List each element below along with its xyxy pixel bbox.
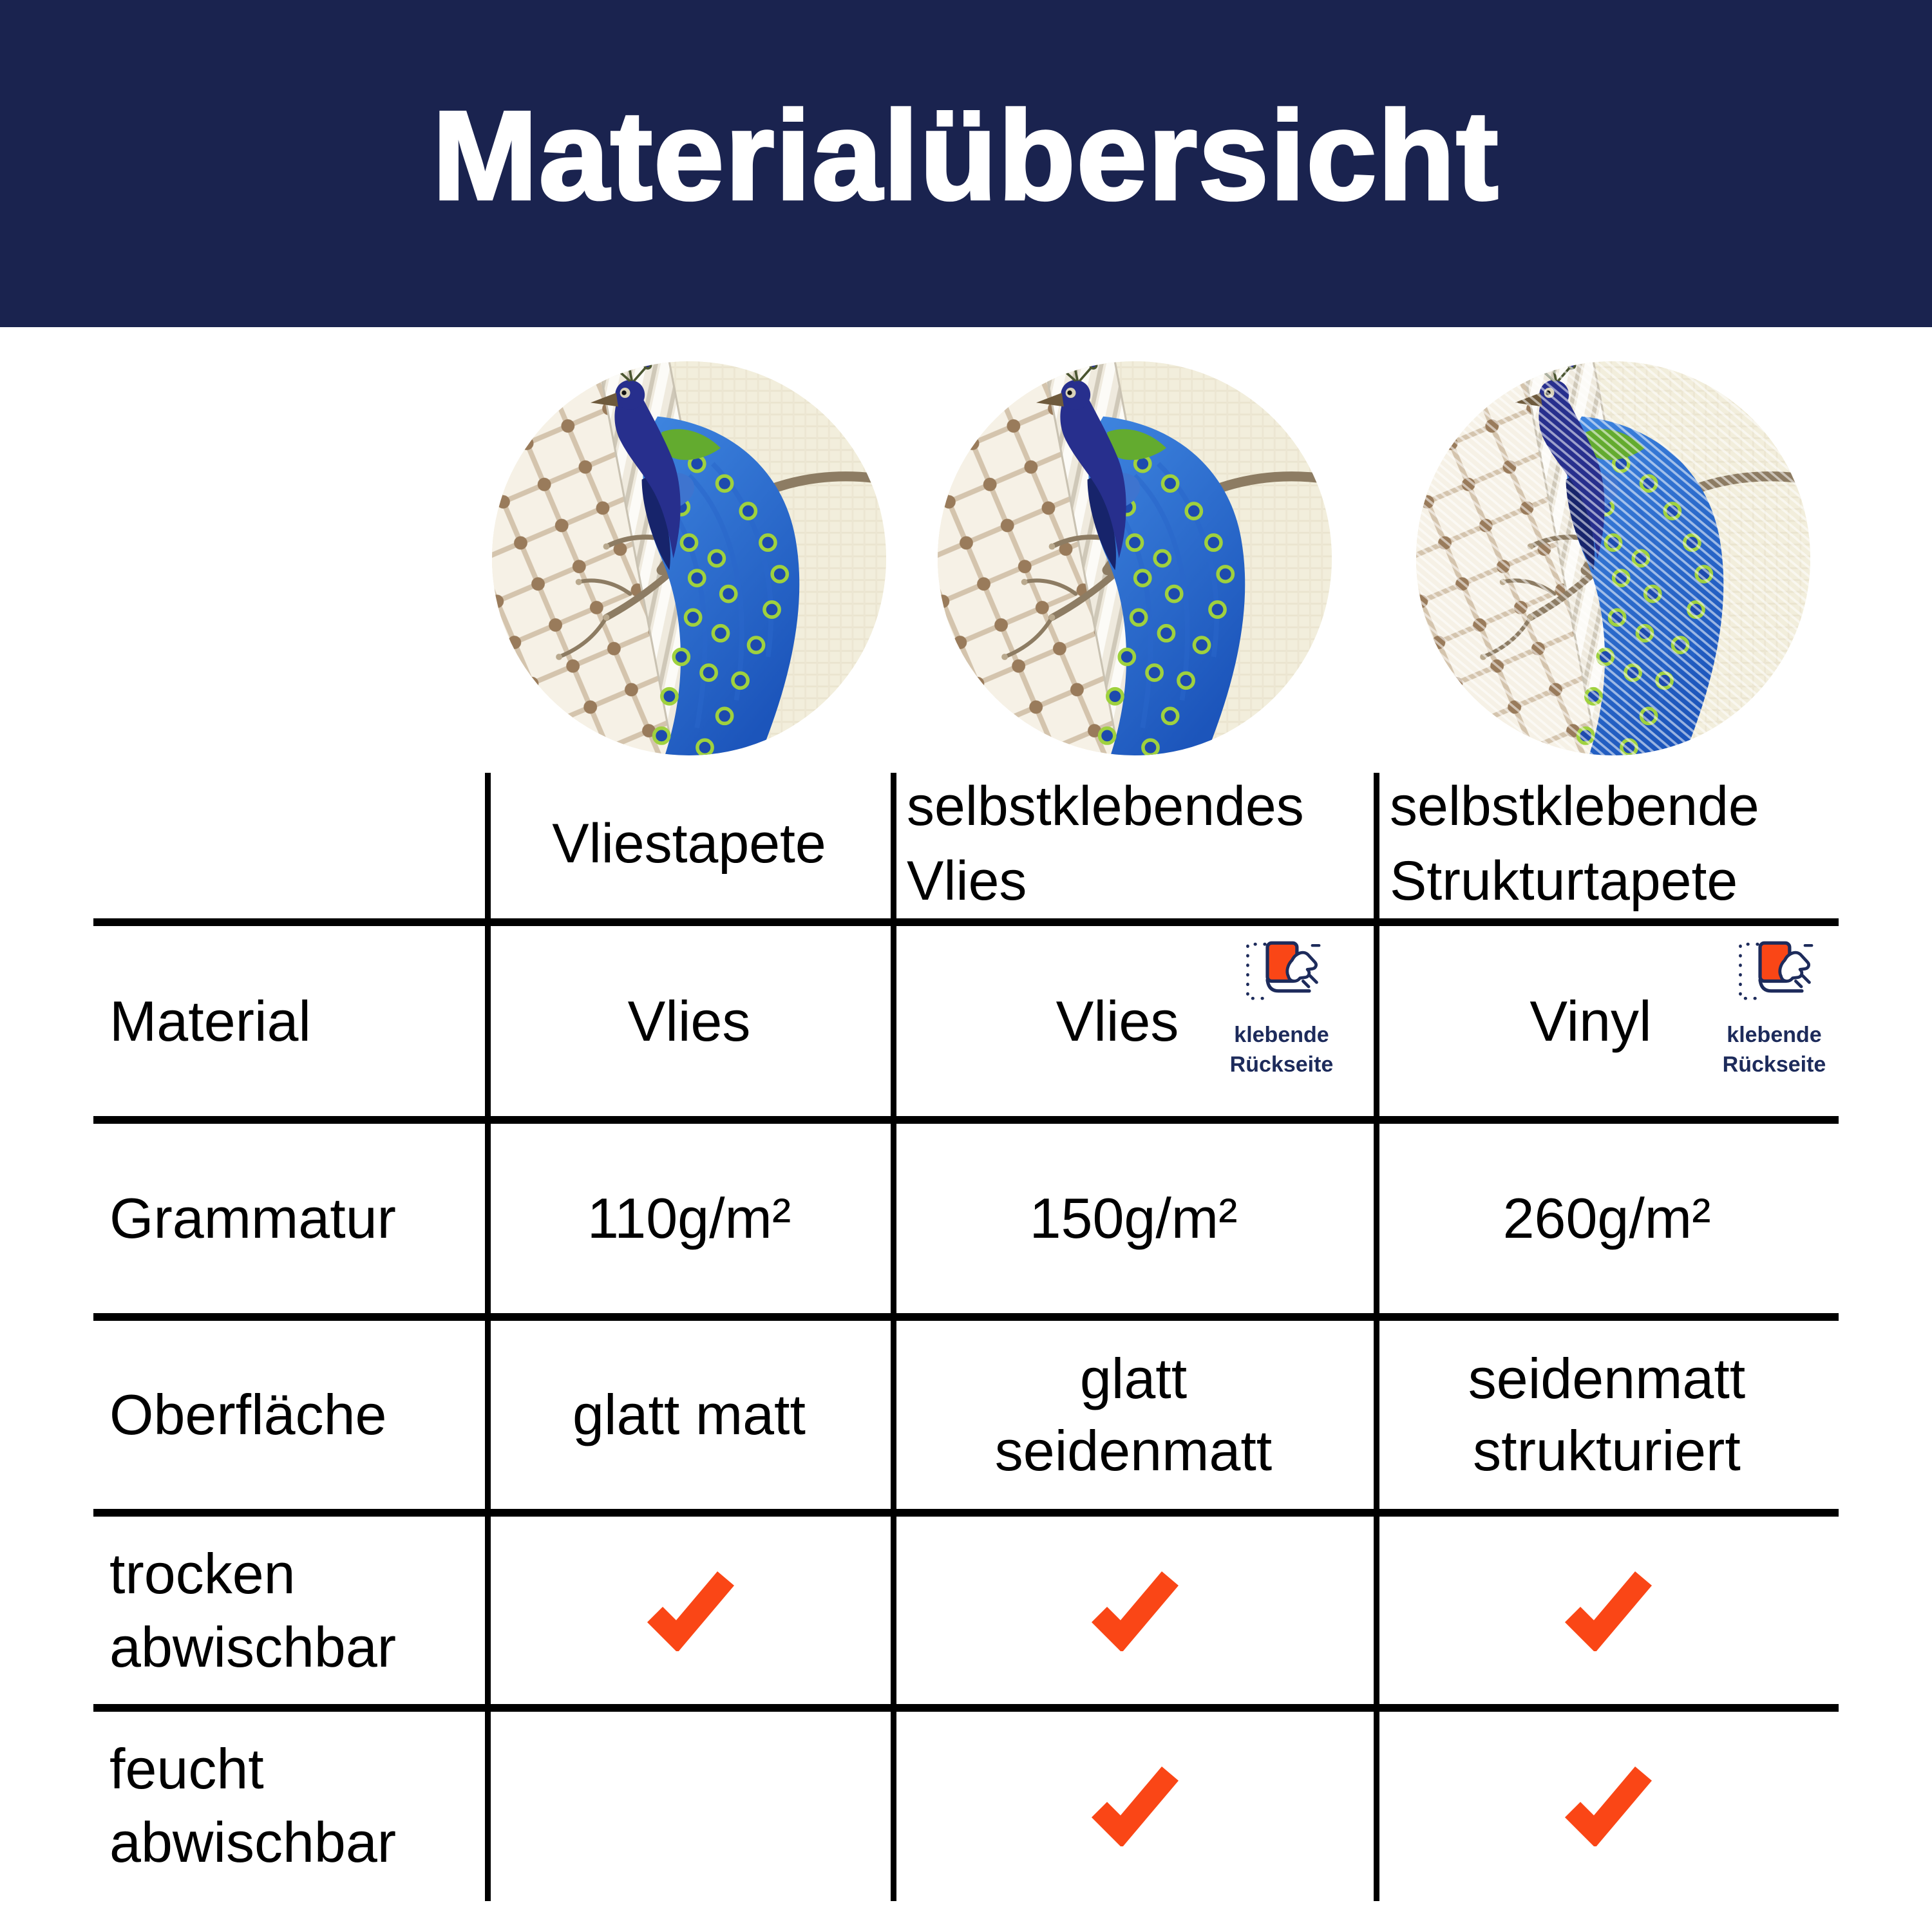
- checkmark-icon: [1562, 1570, 1652, 1651]
- cell-trocken-check-3: [1375, 1517, 1839, 1704]
- cell-value-line: glatt: [1079, 1347, 1188, 1410]
- peel-off-backing-icon: [1733, 935, 1815, 1014]
- badge-label-line: Rückseite: [1722, 1052, 1826, 1077]
- cell-material-vliestapete: [486, 926, 892, 1116]
- page-title: Materialübersicht: [432, 84, 1500, 226]
- checkmark-icon: [1088, 1570, 1179, 1651]
- row-label-line: abwischbar: [109, 1810, 397, 1874]
- cell-grammatur-strukturtapete: [1375, 1124, 1839, 1313]
- cell-feucht-check-2: [892, 1712, 1375, 1900]
- row-label-material: [109, 926, 470, 1116]
- column-header-selbstklebendes-vlies: [907, 770, 1364, 917]
- cell-oberflaeche-vliestapete: [486, 1321, 892, 1509]
- row-label-line: Oberfläche: [109, 1383, 387, 1446]
- peacock-wallpaper-image: [492, 361, 886, 755]
- column-header-line: selbstklebendes: [907, 775, 1304, 837]
- cell-grammatur-selbstklebendes-vlies: [892, 1124, 1375, 1313]
- column-header-line: Vliestapete: [552, 813, 826, 875]
- cell-value: Vlies: [1056, 989, 1179, 1053]
- cell-oberflaeche-selbstklebendes-vlies: [892, 1321, 1375, 1509]
- cell-value-line: seidenmatt: [994, 1419, 1273, 1482]
- swatch-selbstklebendes-vlies: [938, 361, 1332, 755]
- row-label-oberflaeche: [109, 1321, 470, 1509]
- cell-trocken-check-1: [486, 1517, 892, 1704]
- badge-label-line: Rückseite: [1229, 1052, 1334, 1077]
- adhesive-backing-badge: [1710, 935, 1839, 1079]
- cell-oberflaeche-strukturtapete: [1375, 1321, 1839, 1509]
- table-horizontal-rule-5: [93, 1704, 1839, 1712]
- row-label-feucht-abwischbar: [109, 1712, 470, 1900]
- row-label-line: trocken: [109, 1541, 296, 1605]
- adhesive-backing-badge: [1217, 935, 1346, 1079]
- cell-value-line: strukturiert: [1473, 1419, 1741, 1482]
- peacock-wallpaper-image-textured: [1416, 361, 1810, 755]
- column-header-vliestapete: [489, 770, 889, 917]
- cell-value: 110g/m²: [587, 1186, 791, 1250]
- row-label-line: Material: [109, 989, 311, 1053]
- table-horizontal-rule-1: [93, 918, 1839, 926]
- badge-label-line: klebende: [1727, 1023, 1822, 1047]
- column-header-line: Strukturtapete: [1390, 850, 1738, 912]
- header-band: [0, 0, 1932, 327]
- checkmark-icon: [644, 1570, 734, 1651]
- cell-value: Vlies: [627, 989, 751, 1053]
- cell-trocken-check-2: [892, 1517, 1375, 1704]
- cell-value: Vinyl: [1530, 989, 1652, 1053]
- row-label-line: feucht: [109, 1737, 264, 1801]
- cell-value: 260g/m²: [1502, 1186, 1711, 1250]
- badge-label-line: klebende: [1234, 1023, 1329, 1047]
- row-label-line: abwischbar: [109, 1615, 397, 1679]
- row-label-grammatur: [109, 1124, 470, 1313]
- table-horizontal-rule-2: [93, 1116, 1839, 1124]
- row-label-trocken-abwischbar: [109, 1517, 470, 1704]
- cell-value-line: glatt matt: [573, 1383, 806, 1446]
- column-header-line: selbstklebende: [1390, 775, 1759, 837]
- cell-feucht-check-3: [1375, 1712, 1839, 1900]
- column-header-strukturtapete: [1390, 770, 1834, 917]
- column-header-line: Vlies: [907, 850, 1027, 912]
- checkmark-icon: [1562, 1765, 1652, 1846]
- cell-value-line: seidenmatt: [1468, 1347, 1746, 1410]
- cell-value: 150g/m²: [1029, 1186, 1238, 1250]
- row-label-line: Grammatur: [109, 1186, 396, 1250]
- peacock-wallpaper-image: [938, 361, 1332, 755]
- table-horizontal-rule-3: [93, 1313, 1839, 1321]
- checkmark-icon: [1088, 1765, 1179, 1846]
- table-horizontal-rule-4: [93, 1509, 1839, 1517]
- peel-off-backing-icon: [1240, 935, 1323, 1014]
- swatch-strukturtapete: [1416, 361, 1810, 755]
- cell-grammatur-vliestapete: [486, 1124, 892, 1313]
- swatch-vliestapete: [492, 361, 886, 755]
